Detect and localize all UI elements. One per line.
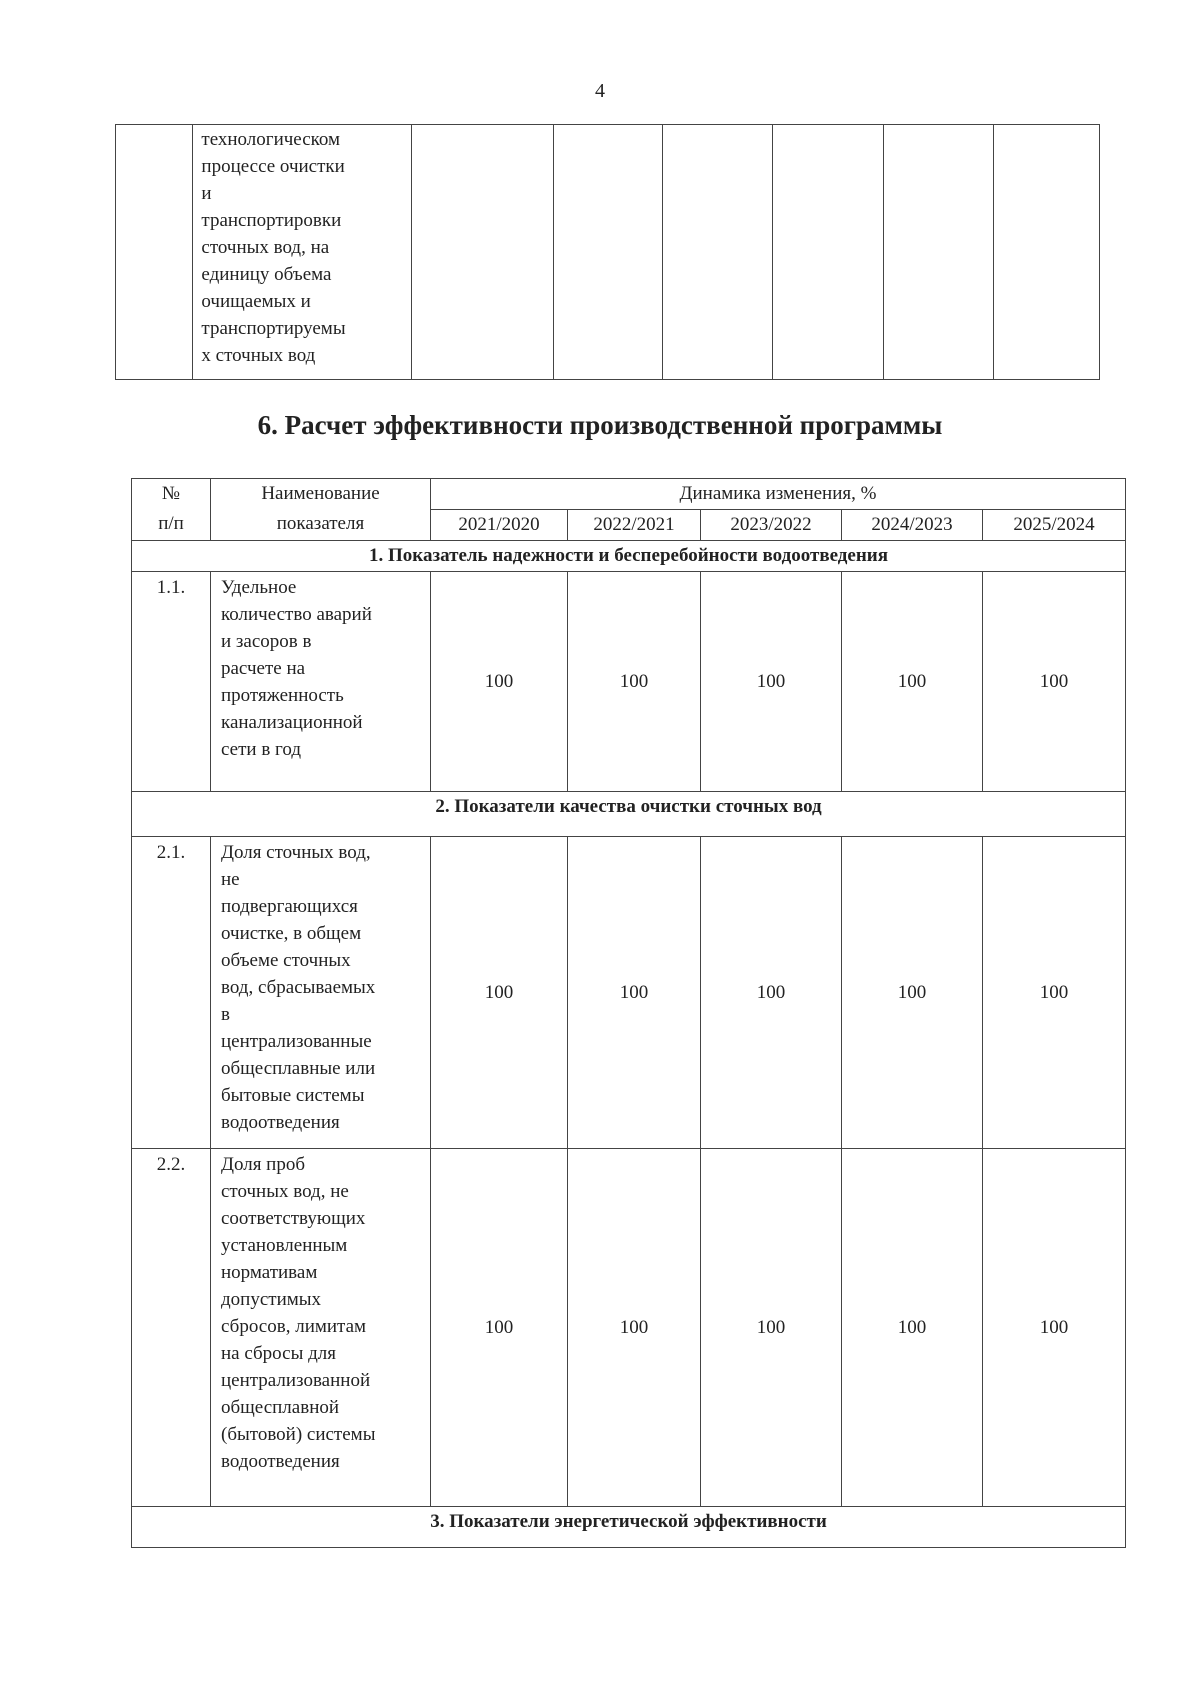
table-row (132, 572, 1126, 792)
text-line: процессе очистки (201, 156, 345, 177)
continuation-table (115, 124, 1100, 380)
value-cell: 100 (701, 1149, 842, 1507)
section-title: 6. Расчет эффективности производственной программы (257, 410, 943, 440)
indicator-name-cell (193, 125, 412, 380)
efficiency-table (131, 478, 1126, 1548)
value-cell: 100 (568, 572, 701, 792)
header-dynamics: Динамика изменения, % (431, 479, 1126, 510)
value-cell: 100 (431, 572, 568, 792)
text-line: водоотведения (221, 1451, 340, 1472)
text-line: канализационной (221, 712, 363, 733)
text-line: сбросов, лимитам (221, 1316, 367, 1337)
header-year: 2021/2020 (431, 510, 568, 541)
value-cell: 100 (983, 837, 1126, 1149)
header-year: 2023/2022 (701, 510, 842, 541)
text-line: сточных вод, не (221, 1181, 349, 1202)
text-line: общесплавной (221, 1397, 340, 1418)
value-cell: 100 (701, 572, 842, 792)
value-cell: 100 (568, 1149, 701, 1507)
indicator-name (211, 1149, 431, 1507)
value-cell: 100 (842, 572, 983, 792)
text-line: количество аварий (221, 604, 372, 625)
text-line: нормативам (221, 1262, 318, 1283)
text-line: транспортируемы (201, 318, 346, 339)
header-num-line: п/п (158, 513, 184, 534)
header-name-line: показателя (276, 513, 365, 534)
value-cell: 100 (842, 1149, 983, 1507)
header-num-line: № (161, 483, 181, 504)
row-number: 2.1. (132, 837, 211, 1149)
text-line: и засоров в (221, 631, 312, 652)
text-line: протяженность (221, 685, 344, 706)
section-row (132, 541, 1126, 572)
text-line: сети в год (221, 739, 301, 760)
header-year: 2022/2021 (568, 510, 701, 541)
header-num (132, 479, 211, 541)
text-line: (бытовой) системы (221, 1424, 376, 1445)
section-heading: 3. Показатели энергетической эффективности (132, 1507, 1126, 1548)
text-line: транспортировки (201, 210, 342, 231)
value-cell: 100 (431, 837, 568, 1149)
text-line: не (221, 869, 240, 890)
text-line: х сточных вод (201, 345, 316, 366)
value-cell: 100 (983, 1149, 1126, 1507)
section-row (132, 792, 1126, 837)
table-header-row (132, 479, 1126, 510)
text-line: соответствующих (221, 1208, 366, 1229)
text-line: водоотведения (221, 1112, 340, 1133)
text-line: подвергающихся (221, 896, 358, 917)
table-cell (772, 125, 884, 380)
header-year: 2025/2024 (983, 510, 1126, 541)
text-line: объеме сточных (221, 950, 351, 971)
indicator-name (211, 837, 431, 1149)
text-line: вод, сбрасываемых (221, 977, 376, 998)
text-line: единицу объема (201, 264, 332, 285)
text-line: установленным (221, 1235, 348, 1256)
text-line: на сбросы для (221, 1343, 336, 1364)
page-number: 4 (595, 80, 605, 102)
section-heading: 2. Показатели качества очистки сточных вод (132, 792, 1126, 837)
text-line: расчете на (221, 658, 306, 679)
row-number: 1.1. (132, 572, 211, 792)
text-line: очищаемых и (201, 291, 311, 312)
text-line: допустимых (221, 1289, 322, 1310)
row-number: 2.2. (132, 1149, 211, 1507)
table-row (132, 1149, 1126, 1507)
text-line: сточных вод, на (201, 237, 330, 258)
value-cell: 100 (568, 837, 701, 1149)
text-line: бытовые системы (221, 1085, 365, 1106)
text-line: централизованной (221, 1370, 371, 1391)
table-cell (884, 125, 994, 380)
header-name-line: Наименование (261, 483, 380, 504)
text-line: централизованные (221, 1031, 372, 1052)
value-cell: 100 (842, 837, 983, 1149)
table-row (132, 837, 1126, 1149)
section-heading: 1. Показатель надежности и бесперебойности водоотведения (132, 541, 1126, 572)
value-cell: 100 (701, 837, 842, 1149)
text-line: в (221, 1004, 230, 1025)
text-line: Удельное (221, 577, 297, 598)
text-line: очистке, в общем (221, 923, 362, 944)
text-line: Доля проб (221, 1154, 306, 1175)
text-line: и (201, 183, 212, 204)
header-name (211, 479, 431, 541)
text-line: общесплавные или (221, 1058, 376, 1079)
text-line: технологическом (201, 129, 341, 150)
table-cell (116, 125, 193, 380)
table-cell (663, 125, 773, 380)
table-cell (554, 125, 663, 380)
value-cell: 100 (983, 572, 1126, 792)
table-cell (412, 125, 554, 380)
text-line: Доля сточных вод, (221, 842, 371, 863)
table-cell (994, 125, 1100, 380)
value-cell: 100 (431, 1149, 568, 1507)
table-row (116, 125, 1100, 380)
section-row (132, 1507, 1126, 1548)
header-year: 2024/2023 (842, 510, 983, 541)
indicator-name (211, 572, 431, 792)
